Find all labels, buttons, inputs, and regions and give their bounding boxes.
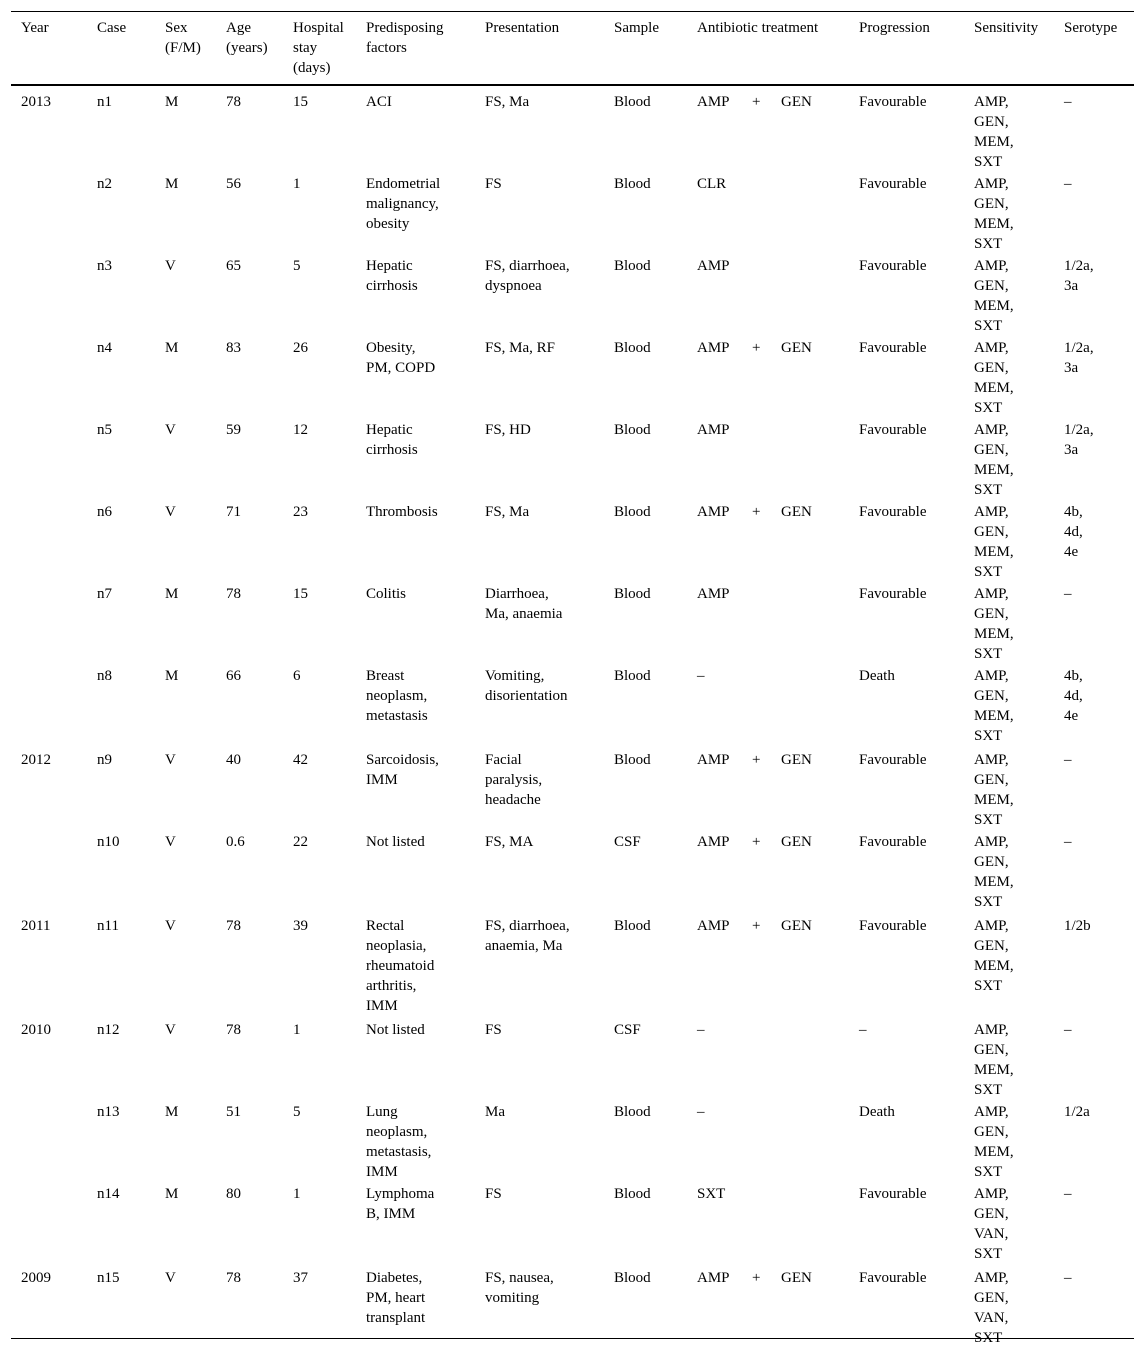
cell-sensitivity: AMP, GEN, MEM, SXT — [974, 176, 1014, 252]
cell-year: 2012 — [21, 752, 51, 768]
cell-sensitivity: AMP, GEN, MEM, SXT — [974, 1104, 1014, 1180]
cell-sex: M — [165, 176, 179, 192]
cell-presentation: FS — [485, 176, 502, 192]
cell-case: n6 — [97, 504, 112, 520]
table-row — [11, 910, 1134, 1014]
cell-serotype: 1/2a, 3a — [1064, 422, 1094, 458]
cell-progression: Favourable — [859, 340, 927, 356]
cell-case: n15 — [97, 1270, 120, 1286]
cell-hospital-stay: 23 — [293, 504, 308, 520]
antibiotic-primary: – — [697, 1022, 705, 1038]
cell-sex: V — [165, 1270, 176, 1286]
cell-case: n2 — [97, 176, 112, 192]
cell-hospital-stay: 37 — [293, 1270, 308, 1286]
cell-age: 83 — [226, 340, 241, 356]
cell-age: 78 — [226, 1022, 241, 1038]
cell-predisposing-factors: ACI — [366, 94, 392, 110]
antibiotic-secondary: GEN — [781, 752, 812, 768]
header-antibiotic-treatment: Antibiotic treatment — [697, 20, 819, 36]
antibiotic-primary: AMP — [697, 340, 730, 356]
cell-predisposing-factors: Not listed — [366, 1022, 425, 1038]
cell-age: 78 — [226, 918, 241, 934]
cell-sensitivity: AMP, GEN, MEM, SXT — [974, 94, 1014, 170]
cell-predisposing-factors: Thrombosis — [366, 504, 438, 520]
cell-presentation: Diarrhoea, Ma, anaemia — [485, 586, 563, 622]
header-sensitivity: Sensitivity — [974, 20, 1039, 36]
cell-case: n9 — [97, 752, 112, 768]
table-row — [11, 1014, 1134, 1096]
cell-progression: Favourable — [859, 1270, 927, 1286]
cell-age: 65 — [226, 258, 241, 274]
cell-age: 71 — [226, 504, 241, 520]
cell-hospital-stay: 12 — [293, 422, 308, 438]
cell-sensitivity: AMP, GEN, MEM, SXT — [974, 586, 1014, 662]
cell-presentation: FS — [485, 1022, 502, 1038]
cell-case: n13 — [97, 1104, 120, 1120]
cell-predisposing-factors: Hepatic cirrhosis — [366, 258, 418, 294]
cell-progression: – — [859, 1022, 867, 1038]
cell-presentation: FS, Ma, RF — [485, 340, 556, 356]
cell-year: 2010 — [21, 1022, 51, 1038]
antibiotic-plus: + — [752, 834, 761, 850]
cell-presentation: FS, HD — [485, 422, 531, 438]
cell-hospital-stay: 1 — [293, 1186, 301, 1202]
cell-serotype: – — [1064, 834, 1072, 850]
cell-sex: M — [165, 340, 179, 356]
table-row — [11, 414, 1134, 496]
antibiotic-secondary: GEN — [781, 834, 812, 850]
table-row — [11, 86, 1134, 168]
table-row — [11, 1262, 1134, 1346]
header-case: Case — [97, 20, 127, 36]
antibiotic-plus: + — [752, 1270, 761, 1286]
header-sex: Sex (F/M) — [165, 20, 201, 56]
cell-sample: CSF — [614, 1022, 641, 1038]
table-row — [11, 250, 1134, 332]
case-table — [11, 11, 1134, 1346]
cell-predisposing-factors: Hepatic cirrhosis — [366, 422, 418, 458]
cell-sensitivity: AMP, GEN, MEM, SXT — [974, 752, 1014, 828]
cell-progression: Favourable — [859, 176, 927, 192]
antibiotic-plus: + — [752, 340, 761, 356]
header-sample: Sample — [614, 20, 659, 36]
cell-sample: Blood — [614, 668, 651, 684]
antibiotic-primary: AMP — [697, 504, 730, 520]
cell-sample: CSF — [614, 834, 641, 850]
header-predisposing-factors: Predisposing factors — [366, 20, 444, 56]
cell-presentation: FS, MA — [485, 834, 534, 850]
cell-predisposing-factors: Obesity, PM, COPD — [366, 340, 436, 376]
cell-progression: Death — [859, 1104, 895, 1120]
antibiotic-secondary: GEN — [781, 340, 812, 356]
cell-sensitivity: AMP, GEN, MEM, SXT — [974, 918, 1014, 994]
cell-predisposing-factors: Not listed — [366, 834, 425, 850]
cell-sample: Blood — [614, 752, 651, 768]
cell-age: 66 — [226, 668, 241, 684]
cell-case: n14 — [97, 1186, 120, 1202]
cell-progression: Favourable — [859, 1186, 927, 1202]
antibiotic-primary: – — [697, 668, 705, 684]
cell-presentation: FS, Ma — [485, 94, 530, 110]
cell-sample: Blood — [614, 1270, 651, 1286]
header-progression: Progression — [859, 20, 930, 36]
cell-progression: Favourable — [859, 94, 927, 110]
antibiotic-plus: + — [752, 752, 761, 768]
cell-predisposing-factors: Colitis — [366, 586, 407, 602]
cell-sensitivity: AMP, GEN, VAN, SXT — [974, 1270, 1009, 1346]
cell-predisposing-factors: Lung neoplasm, metastasis, IMM — [366, 1104, 432, 1180]
antibiotic-plus: + — [752, 918, 761, 934]
antibiotic-plus: + — [752, 94, 761, 110]
cell-sensitivity: AMP, GEN, MEM, SXT — [974, 668, 1014, 744]
cell-sample: Blood — [614, 340, 651, 356]
cell-hospital-stay: 26 — [293, 340, 308, 356]
cell-sex: M — [165, 94, 179, 110]
cell-sex: V — [165, 1022, 176, 1038]
cell-serotype: – — [1064, 752, 1072, 768]
table-row — [11, 1096, 1134, 1178]
cell-serotype: – — [1064, 1186, 1072, 1202]
cell-presentation: FS — [485, 1186, 502, 1202]
cell-presentation: FS, diarrhoea, anaemia, Ma — [485, 918, 570, 954]
cell-serotype: 4b, 4d, 4e — [1064, 668, 1083, 724]
table-row — [11, 1178, 1134, 1262]
cell-sex: V — [165, 752, 176, 768]
cell-predisposing-factors: Lymphoma B, IMM — [366, 1186, 435, 1222]
cell-serotype: 4b, 4d, 4e — [1064, 504, 1083, 560]
cell-presentation: FS, Ma — [485, 504, 530, 520]
table-body — [11, 86, 1134, 1346]
cell-hospital-stay: 1 — [293, 1022, 301, 1038]
table-row — [11, 744, 1134, 826]
cell-sensitivity: AMP, GEN, VAN, SXT — [974, 1186, 1009, 1262]
cell-sample: Blood — [614, 586, 651, 602]
cell-hospital-stay: 22 — [293, 834, 308, 850]
cell-sample: Blood — [614, 918, 651, 934]
table-row — [11, 168, 1134, 250]
cell-year: 2009 — [21, 1270, 51, 1286]
cell-serotype: 1/2b — [1064, 918, 1091, 934]
cell-sex: V — [165, 422, 176, 438]
cell-sex: V — [165, 504, 176, 520]
cell-presentation: FS, diarrhoea, dyspnoea — [485, 258, 570, 294]
cell-case: n12 — [97, 1022, 120, 1038]
cell-age: 51 — [226, 1104, 241, 1120]
cell-predisposing-factors: Diabetes, PM, heart transplant — [366, 1270, 426, 1326]
cell-predisposing-factors: Rectal neoplasia, rheumatoid arthritis, IMM — [366, 918, 435, 1014]
cell-progression: Favourable — [859, 918, 927, 934]
cell-age: 40 — [226, 752, 241, 768]
antibiotic-secondary: GEN — [781, 94, 812, 110]
cell-case: n3 — [97, 258, 112, 274]
antibiotic-primary: AMP — [697, 834, 730, 850]
antibiotic-primary: AMP — [697, 918, 730, 934]
cell-sample: Blood — [614, 504, 651, 520]
cell-serotype: – — [1064, 94, 1072, 110]
cell-presentation: Facial paralysis, headache — [485, 752, 543, 808]
cell-progression: Favourable — [859, 752, 927, 768]
cell-sex: M — [165, 1186, 179, 1202]
antibiotic-primary: – — [697, 1104, 705, 1120]
cell-case: n4 — [97, 340, 112, 356]
cell-predisposing-factors: Breast neoplasm, metastasis — [366, 668, 428, 724]
cell-sample: Blood — [614, 422, 651, 438]
antibiotic-primary: AMP — [697, 586, 730, 602]
cell-sensitivity: AMP, GEN, MEM, SXT — [974, 834, 1014, 910]
cell-sensitivity: AMP, GEN, MEM, SXT — [974, 504, 1014, 580]
table-row — [11, 578, 1134, 660]
header-presentation: Presentation — [485, 20, 560, 36]
table-row — [11, 496, 1134, 578]
cell-sample: Blood — [614, 176, 651, 192]
cell-age: 78 — [226, 94, 241, 110]
table-row — [11, 332, 1134, 414]
cell-age: 78 — [226, 1270, 241, 1286]
cell-progression: Favourable — [859, 422, 927, 438]
cell-year: 2011 — [21, 918, 51, 934]
antibiotic-primary: AMP — [697, 94, 730, 110]
cell-hospital-stay: 42 — [293, 752, 308, 768]
cell-hospital-stay: 39 — [293, 918, 308, 934]
cell-progression: Favourable — [859, 258, 927, 274]
cell-progression: Death — [859, 668, 895, 684]
cell-age: 80 — [226, 1186, 241, 1202]
cell-sex: M — [165, 586, 179, 602]
antibiotic-primary: AMP — [697, 422, 730, 438]
cell-predisposing-factors: Endometrial malignancy, obesity — [366, 176, 441, 232]
antibiotic-primary: AMP — [697, 258, 730, 274]
antibiotic-primary: AMP — [697, 752, 730, 768]
cell-predisposing-factors: Sarcoidosis, IMM — [366, 752, 439, 788]
cell-serotype: 1/2a, 3a — [1064, 258, 1094, 294]
cell-sex: M — [165, 668, 179, 684]
antibiotic-secondary: GEN — [781, 918, 812, 934]
cell-serotype: – — [1064, 1022, 1072, 1038]
cell-presentation: FS, nausea, vomiting — [485, 1270, 554, 1306]
cell-progression: Favourable — [859, 834, 927, 850]
antibiotic-plus: + — [752, 504, 761, 520]
cell-case: n1 — [97, 94, 112, 110]
cell-case: n11 — [97, 918, 119, 934]
cell-case: n7 — [97, 586, 112, 602]
cell-progression: Favourable — [859, 504, 927, 520]
table-header — [11, 12, 1134, 86]
cell-age: 59 — [226, 422, 241, 438]
cell-case: n5 — [97, 422, 112, 438]
table-row — [11, 660, 1134, 744]
cell-hospital-stay: 15 — [293, 94, 308, 110]
cell-sample: Blood — [614, 1104, 651, 1120]
cell-serotype: – — [1064, 1270, 1072, 1286]
cell-presentation: Ma — [485, 1104, 505, 1120]
cell-hospital-stay: 6 — [293, 668, 301, 684]
cell-sex: V — [165, 834, 176, 850]
cell-hospital-stay: 15 — [293, 586, 308, 602]
cell-presentation: Vomiting, disorientation — [485, 668, 568, 704]
cell-age: 78 — [226, 586, 241, 602]
cell-serotype: 1/2a — [1064, 1104, 1090, 1120]
table-row — [11, 826, 1134, 910]
cell-serotype: 1/2a, 3a — [1064, 340, 1094, 376]
cell-sample: Blood — [614, 1186, 651, 1202]
antibiotic-secondary: GEN — [781, 1270, 812, 1286]
cell-sex: M — [165, 1104, 179, 1120]
cell-sample: Blood — [614, 258, 651, 274]
cell-hospital-stay: 5 — [293, 1104, 301, 1120]
cell-case: n8 — [97, 668, 112, 684]
cell-serotype: – — [1064, 176, 1072, 192]
cell-sex: V — [165, 918, 176, 934]
cell-hospital-stay: 5 — [293, 258, 301, 274]
cell-age: 0.6 — [226, 834, 245, 850]
cell-case: n10 — [97, 834, 120, 850]
antibiotic-primary: SXT — [697, 1186, 726, 1202]
cell-sensitivity: AMP, GEN, MEM, SXT — [974, 258, 1014, 334]
antibiotic-secondary: GEN — [781, 504, 812, 520]
cell-serotype: – — [1064, 586, 1072, 602]
cell-sensitivity: AMP, GEN, MEM, SXT — [974, 340, 1014, 416]
cell-age: 56 — [226, 176, 241, 192]
cell-year: 2013 — [21, 94, 51, 110]
antibiotic-primary: AMP — [697, 1270, 730, 1286]
header-hospital-stay: Hospital stay (days) — [293, 20, 344, 76]
antibiotic-primary: CLR — [697, 176, 727, 192]
cell-hospital-stay: 1 — [293, 176, 301, 192]
cell-sex: V — [165, 258, 176, 274]
cell-sensitivity: AMP, GEN, MEM, SXT — [974, 1022, 1014, 1098]
header-serotype: Serotype — [1064, 20, 1118, 36]
header-age: Age (years) — [226, 20, 268, 56]
header-year: Year — [21, 20, 49, 36]
cell-sample: Blood — [614, 94, 651, 110]
cell-sensitivity: AMP, GEN, MEM, SXT — [974, 422, 1014, 498]
cell-progression: Favourable — [859, 586, 927, 602]
